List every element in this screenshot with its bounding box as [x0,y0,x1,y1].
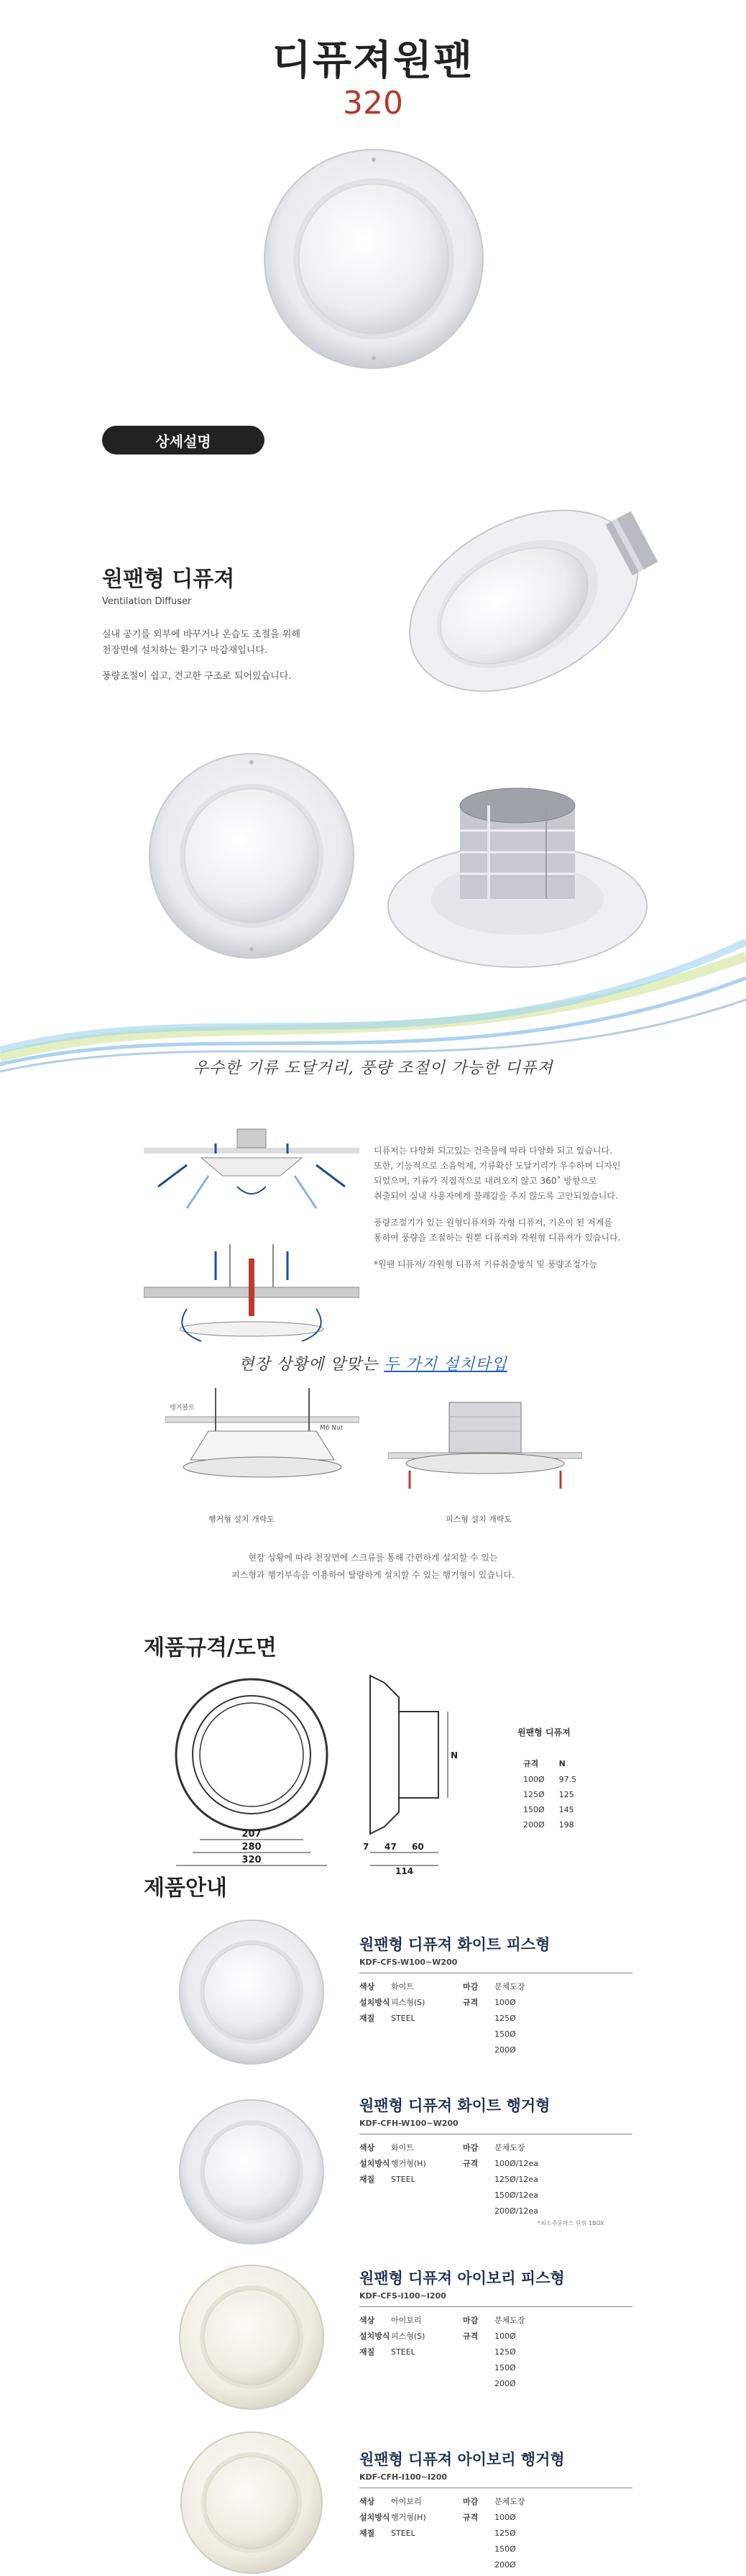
slogan-install-types [0,1352,746,1374]
slogan-airflow: 우수한 기류 도달거리, 풍량 조절이 가능한 디퓨져 [193,1059,553,1077]
airflow-diagram-1 [144,1122,359,1223]
feature-p1: 디퓨저는 다양화 되고있는 건축물에 따라 다양화 되고 있습니다. [374,1146,612,1156]
product-specs: 색상 화이트 마감 분체도장 설치방식행거형(H) 규격 100Ø/12ea 재질 STEEL 125Ø/12ea 150Ø/12ea 200Ø/12ea [359,2143,538,2216]
feature-text [374,1143,661,1272]
hero-diffuser-image [259,144,489,374]
intro-subtitle: Ventilation Diffuser [102,596,192,607]
product-image-ivory-screw [172,2258,331,2416]
spec-side-drawing [363,1668,471,1877]
page-title: 디퓨져원팬 [272,37,474,84]
install-desc-2: 피스형과 행거부속을 이용하여 탈량하게 설치할 수 있는 행거형이 있습니다. [231,1570,515,1580]
slogan-install-part2: 두 가지 설치타입 [384,1356,507,1374]
product-name: 원팬형 디퓨져 아이보리 피스형 [359,2270,565,2287]
table-row: 100Ø 97.5 [523,1775,577,1784]
dim-320: 320 [241,1855,262,1865]
product-code: KDF-CFS-I100~I200 [359,2291,446,2301]
product-name: 원팬형 디퓨져 화이트 피스형 [359,1936,551,1953]
intro-desc-1: 실내 공기를 외부에 바꾸거나 온습도 조절을 위해 [102,629,300,640]
spec-col-n: N [558,1758,566,1768]
slogan-install-part1: 현장 상황에 알맞는 [239,1356,384,1374]
products-title: 제품안내 [144,1876,227,1901]
intro-desc-3: 풍량조절이 쉽고, 견고한 구조로 되어있습니다. [102,671,292,682]
spec-title: 제품규격/도면 [144,1635,277,1661]
feature-p4: 취출되어 실내 사용자에게 불쾌감을 주지 않도록 고안되었습니다. [374,1191,618,1201]
product-specs: 색상 화이트 마감 분체도장 설치방식피스형(S) 규격 100Ø 재질 STEEL 125Ø 150Ø 200Ø [359,1982,525,2055]
product-card-2 [359,2094,632,2227]
spec-table-title: 원팬형 디퓨져 [517,1727,571,1737]
model-number: 320 [343,85,403,122]
nut-label: M6 Nut [320,1425,344,1432]
dim-47: 47 [384,1842,397,1852]
feature-p7: *원팬 디퓨저/ 각원형 디퓨저 기류취출방식 및 풍량조정가능 [374,1259,598,1269]
hanger-install-diagram [165,1388,359,1503]
install-desc-1: 현장 상황에 따라 천장면에 스크류를 통해 간편하게 설치할 수 있는 [248,1553,498,1563]
intro-desc-2: 천장면에 설치하는 환기구 마감재입니다. [102,645,268,656]
product-specs: 색상 아이보리 마감 분체도장 설치방식피스형(S) 규격 100Ø 재질 STEEL 125Ø 150Ø 200Ø [359,2316,525,2388]
feature-p2: 또한, 기능적으로 소음억제, 기류확산 도달거리가 우수하며 디자인 [374,1161,621,1171]
product-code: KDF-CFS-W100~W200 [359,1958,458,1967]
screw-install-label: 피스형 설치 개략도 [446,1515,512,1524]
product-image-white-screw [172,1913,331,2071]
table-row: 125Ø 125 [523,1790,574,1799]
feature-p6: 통하여 풍량을 조절하는 원뿐 디퓨져와 각원형 디퓨져가 있습니다. [374,1233,621,1243]
dim-n: N [451,1750,459,1760]
product-specs: 색상 아이보리 마감 분체도장 설치방식행거형(H) 규격 100Ø 재질 STEEL 125Ø 150Ø 200Ø [359,2497,525,2570]
spec-front-drawing [158,1668,345,1877]
product-card-4 [359,2448,632,2573]
dim-60: 60 [412,1842,424,1852]
airflow-diagram-2 [144,1237,359,1352]
product-card-3 [359,2267,632,2392]
section-badge: 상세설명 [102,426,264,455]
product-image-ivory-hanger [172,2424,331,2575]
table-row: 150Ø 145 [523,1805,574,1814]
table-row: 200Ø 198 [523,1820,574,1830]
hanger-install-label: 행거형 설치 개략도 [208,1515,275,1524]
angled-diffuser-image [374,489,661,719]
feature-p3: 되었으며, 기류가 직접적으로 내려오지 않고 360˚ 방향으로 [374,1176,597,1186]
dim-207: 207 [241,1829,262,1840]
product-note: *최소주문박스 단위 1BOX [538,2220,604,2226]
hanger-bolt-label: 행거볼트 [170,1405,195,1412]
product-name: 원팬형 디퓨져 화이트 행거형 [359,2097,551,2114]
product-code: KDF-CFH-W100~W200 [359,2119,459,2128]
screw-install-diagram [388,1388,582,1503]
spec-col-size: 규격 [523,1759,539,1768]
product-code: KDF-CFH-I100~I200 [359,2472,448,2482]
product-card-1 [359,1933,632,2058]
intro-title: 원팬형 디퓨져 [102,567,235,592]
feature-p5: 풍량조절기가 있는 원형디퓨저와 각형 디퓨저, 기온이 된 저게를 [374,1218,612,1228]
spec-table [516,1755,584,1832]
dim-114: 114 [395,1866,414,1876]
dim-7: 7 [363,1842,369,1852]
product-image-white-hanger [172,2093,331,2251]
product-name: 원팬형 디퓨져 아이보리 행거형 [359,2451,565,2468]
dim-280: 280 [241,1842,262,1853]
